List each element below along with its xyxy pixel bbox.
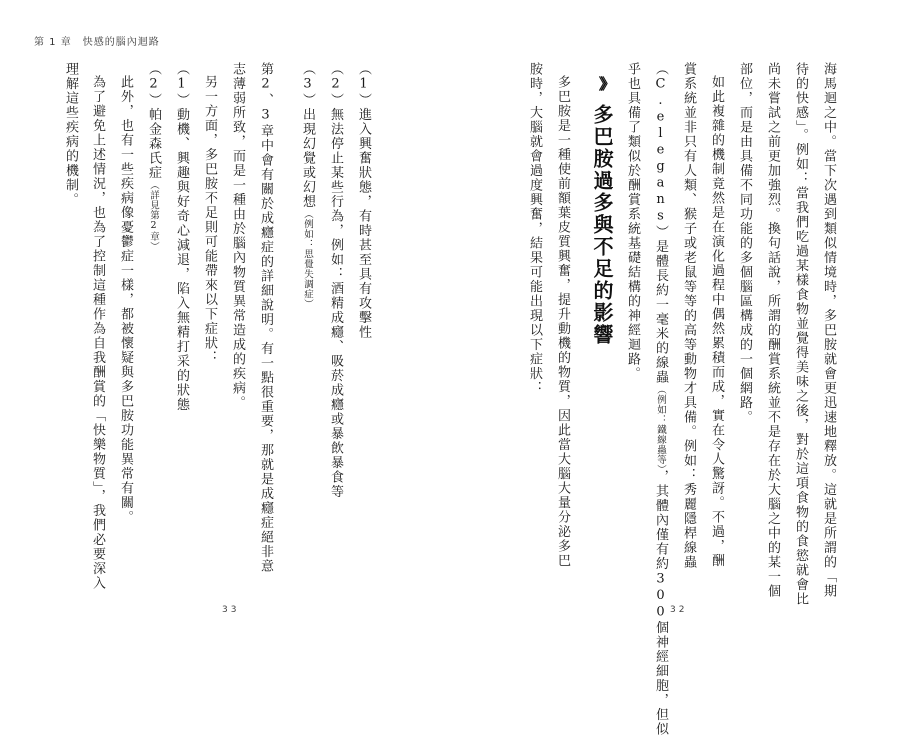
text-column: 此外，也有一些疾病像憂鬱症一樣，都被懷疑與多巴胺功能異常有關。	[118, 75, 133, 525]
text-column: （3）出現幻覺或幻想（例如：思覺失調症）	[300, 62, 315, 309]
left-page	[0, 0, 450, 638]
inline-note: （例如：思覺失調症）	[302, 209, 313, 309]
text-column: 海馬迴之中。當下次遇到類似情境時，多巴胺就會更迅速地釋放。這就是所謂的「期	[821, 62, 836, 599]
page-number: 32	[670, 605, 688, 615]
text-column: （2）無法停止某些行為，例如：酒精成癮、吸菸成癮或暴飲暴食等	[328, 62, 343, 499]
text-column: 乎也具備了類似於酬賞系統基礎結構的神經迴路。	[625, 62, 640, 381]
section-marker-icon: 》》	[598, 75, 610, 93]
text-column: 理解這些疾病的機制。	[63, 62, 78, 207]
text-column: 第2、3章中會有關於成癮症的詳細說明。有一點很重要，那就是成癮症絕非意	[258, 62, 273, 574]
text-column: 如此複雜的機制竟然是在演化過程中偶然累積而成，實在令人驚訝。不過，酬	[709, 75, 724, 568]
inline-note: （例如：鐵線蟲等）	[655, 384, 666, 470]
text-column: 另一方面，多巴胺不足則可能帶來以下症狀：	[202, 75, 217, 365]
text-column: （1）動機、興趣與好奇心減退，陷入無精打采的狀態	[174, 62, 189, 412]
text-column: 多巴胺是一種使前額葉皮質興奮，提升動機的物質，因此當大腦大量分泌多巴	[555, 75, 570, 568]
text-column: 胺時，大腦就會過度興奮，結果可能出現以下症狀：	[527, 62, 542, 396]
text-column: （2）帕金森氏症（詳見第2章）	[146, 62, 161, 252]
running-head: 第 1 章 快感的腦內迴路	[34, 37, 160, 48]
text-column: （1）進入興奮狀態，有時甚至具有攻擊性	[356, 62, 371, 340]
inline-note: （詳見第2章）	[148, 180, 159, 252]
text-column: 志薄弱所致，而是一種由於腦內物質異常造成的疾病。	[230, 62, 245, 410]
page-number: 33	[222, 605, 240, 615]
text-column: 待的快感」。例如：當我們吃過某樣食物並覺得美味之後，對於這項食物的食慾就會比	[793, 62, 808, 607]
text-column: （C.elegans）是體長約一毫米的線蟲（例如：鐵線蟲等），其體內僅有約300個神經細胞，但似	[653, 62, 668, 737]
text-column: 賞系統並非只有人類、猴子或老鼠等等的高等動物才具備。例如：秀麗隱桿線蟲	[681, 62, 696, 570]
text-column: 部位，而是由具備不同功能的多個腦區構成的一個網路。	[737, 62, 752, 425]
section-heading: 多巴胺過多與不足的影響	[590, 104, 614, 346]
text-column: 尚未嘗試之前更加強烈。換句話說，所謂的酬賞系統並不是存在於大腦之中的某一個	[765, 62, 780, 599]
text-column: 為了避免上述情況，也為了控制這種作為自我酬賞的「快樂物質」，我們必要深入	[90, 75, 105, 591]
